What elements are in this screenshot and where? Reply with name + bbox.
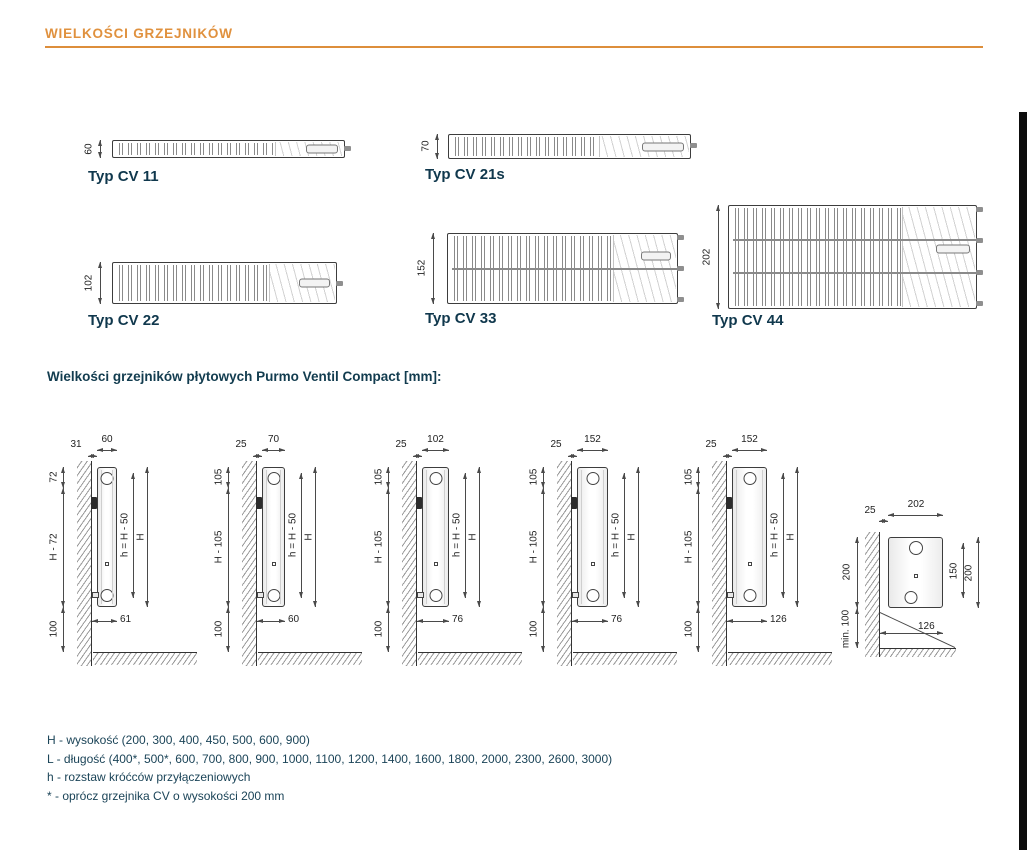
total-height-label: H — [303, 533, 315, 541]
radiator-body — [577, 467, 608, 607]
detail-radiator-body — [888, 537, 943, 608]
wall-gap-dimension — [88, 456, 97, 457]
connector-stub — [976, 301, 983, 306]
valve-housing — [299, 279, 330, 288]
middle-height-label: H - 105 — [683, 530, 695, 564]
legend-line-h-heights: H - wysokość (200, 300, 400, 450, 500, 600, 900) — [47, 733, 310, 747]
radiator-body — [422, 467, 449, 607]
wall-hatch — [557, 461, 572, 666]
type-label-cv11: Typ CV 11 — [88, 168, 159, 185]
total-height-dimension — [315, 467, 316, 607]
bottom-width-label: 60 — [288, 614, 300, 625]
floor-gap-dimension — [543, 607, 544, 652]
drain-plug — [105, 562, 109, 566]
detail-top-width-label: 202 — [907, 499, 925, 510]
connector-stub — [677, 266, 684, 271]
middle-height-dimension — [228, 488, 229, 607]
wall-gap-label: 31 — [70, 439, 82, 450]
connector-stub — [336, 281, 343, 286]
connector-stub — [344, 146, 351, 151]
top-width-label: 70 — [267, 434, 280, 445]
type-label-cv22: Typ CV 22 — [88, 312, 160, 329]
detail-min-floor-gap-label: min. 100 — [840, 609, 852, 649]
pipe-spacing-label: h = H - 50 — [610, 512, 622, 558]
upper-height-label: 105 — [528, 468, 540, 486]
floor-gap-label: 100 — [683, 620, 695, 638]
valve-housing — [641, 252, 671, 261]
wall-gap-dimension — [723, 456, 732, 457]
cross-section-cv33 — [447, 233, 678, 304]
bottom-width-label: 61 — [120, 614, 132, 625]
detail-top-width-dimension — [888, 515, 943, 516]
total-height-dimension — [147, 467, 148, 607]
detail-left-height-label: 200 — [841, 563, 853, 581]
pipe-spacing-label: h = H - 50 — [287, 512, 299, 558]
wall-hatch — [77, 461, 92, 666]
floor-gap-dimension — [388, 607, 389, 652]
bottom-width-dimension — [572, 621, 608, 622]
total-height-label: H — [626, 533, 638, 541]
floor-hatch — [418, 652, 522, 665]
drain-plug — [272, 562, 276, 566]
top-width-label: 152 — [584, 434, 601, 445]
drain-plug — [914, 574, 918, 578]
top-width-dimension — [262, 450, 285, 451]
panel-separator — [452, 268, 683, 270]
connector-stub — [677, 235, 684, 240]
air-vent-icon — [909, 541, 923, 555]
wall-gap-dimension — [253, 456, 262, 457]
wall-hatch — [242, 461, 257, 666]
wall-gap-dimension — [568, 456, 577, 457]
radiator-side-view — [370, 425, 530, 695]
top-width-dimension — [732, 450, 767, 451]
end-cap — [269, 264, 335, 302]
pipe-spacing-label: h = H - 50 — [769, 512, 781, 558]
wall-gap-dimension — [413, 456, 422, 457]
legend-line-asterisk-note: * - oprócz grzejnika CV o wysokości 200 mm — [47, 788, 285, 803]
detail-min-floor-gap-dimension — [857, 608, 858, 648]
wall-gap-label: 25 — [395, 439, 407, 450]
fin-pattern — [455, 137, 598, 156]
middle-height-dimension — [63, 488, 64, 607]
air-vent-icon — [429, 472, 442, 485]
depth-label-cv44: 202 — [701, 248, 713, 266]
connector-stub — [976, 270, 983, 275]
connector-stub — [976, 207, 983, 212]
total-height-label: H — [135, 533, 147, 541]
cross-section-cv21s — [448, 134, 691, 159]
wall-gap-label: 25 — [550, 439, 562, 450]
detail-wall-hatch — [865, 532, 880, 657]
depth-dimension — [718, 205, 719, 309]
valve-icon — [905, 591, 918, 604]
legend — [47, 731, 612, 805]
wall-gap-label: 25 — [705, 439, 717, 450]
detail-right-height-dimension — [978, 537, 979, 608]
detail-wall-gap-label: 25 — [864, 505, 876, 516]
legend-line-pipe-spacing: h - rozstaw króćców przyłączeniowych — [47, 770, 251, 784]
type-label-cv21s: Typ CV 21s — [425, 166, 505, 183]
detail-right-height-label: 200 — [963, 564, 975, 582]
valve-stem — [417, 592, 424, 598]
top-width-dimension — [577, 450, 608, 451]
radiator-body — [732, 467, 767, 607]
bottom-width-label: 126 — [770, 614, 787, 625]
floor-gap-dimension — [698, 607, 699, 652]
wall-gap-label: 25 — [235, 439, 247, 450]
fin-pattern — [119, 143, 275, 155]
type-label-cv33: Typ CV 33 — [425, 310, 497, 327]
detail-left-height-dimension — [857, 537, 858, 608]
bottom-width-dimension — [257, 621, 285, 622]
middle-height-dimension — [698, 488, 699, 607]
valve-housing — [936, 245, 970, 254]
end-cap — [599, 136, 689, 157]
floor-hatch — [258, 652, 362, 665]
total-height-dimension — [479, 467, 480, 607]
middle-height-label: H - 105 — [373, 530, 385, 564]
floor-gap-label: 100 — [373, 620, 385, 638]
total-height-label: H — [467, 533, 479, 541]
fin-pattern — [119, 265, 269, 301]
bottom-width-dimension — [727, 621, 767, 622]
middle-height-dimension — [388, 488, 389, 607]
upper-height-label: 105 — [373, 468, 385, 486]
radiator-side-view — [525, 425, 685, 695]
wall-hatch — [712, 461, 727, 666]
air-vent-icon — [586, 472, 599, 485]
page-title: WIELKOŚCI GRZEJNIKÓW — [45, 26, 233, 41]
type-label-cv44: Typ CV 44 — [712, 312, 784, 329]
floor-hatch — [93, 652, 197, 665]
floor-gap-label: 100 — [213, 620, 225, 638]
depth-dimension — [437, 134, 438, 159]
floor-hatch — [573, 652, 677, 665]
panel-separator — [733, 272, 982, 274]
depth-dimension — [100, 262, 101, 304]
connector-stub — [677, 297, 684, 302]
valve-housing — [306, 145, 338, 154]
upper-height-label: 72 — [48, 471, 60, 483]
section-title: Wielkości grzejników płytowych Purmo Ventil Compact [mm]: — [47, 369, 442, 384]
drain-plug — [591, 562, 595, 566]
upper-height-dimension — [698, 467, 699, 488]
total-height-dimension — [638, 467, 639, 607]
valve-stem — [727, 592, 734, 598]
upper-height-dimension — [228, 467, 229, 488]
header-divider — [45, 46, 983, 48]
connector-stub — [976, 238, 983, 243]
middle-height-label: H - 72 — [48, 533, 60, 561]
drain-plug — [434, 562, 438, 566]
upper-height-dimension — [388, 467, 389, 488]
air-vent-icon — [101, 472, 114, 485]
upper-height-dimension — [63, 467, 64, 488]
pipe-spacing-label: h = H - 50 — [119, 512, 131, 558]
connector-stub — [690, 143, 697, 148]
air-vent-icon — [267, 472, 280, 485]
depth-label-cv22: 102 — [83, 274, 95, 292]
bottom-width-label: 76 — [452, 614, 464, 625]
top-width-label: 102 — [427, 434, 444, 445]
middle-height-label: H - 105 — [528, 530, 540, 564]
depth-dimension — [100, 140, 101, 158]
pipe-spacing-dimension — [624, 473, 625, 598]
valve-stem — [572, 592, 579, 598]
total-height-dimension — [797, 467, 798, 607]
bottom-width-dimension — [417, 621, 449, 622]
detail-bottom-width-dimension — [880, 633, 943, 634]
bottom-width-label: 76 — [611, 614, 623, 625]
valve-stem — [92, 592, 99, 598]
fin-pattern — [735, 208, 902, 306]
end-cap — [275, 142, 343, 156]
radiator-side-view — [680, 425, 840, 695]
depth-label-cv33: 152 — [416, 259, 428, 277]
upper-height-label: 105 — [683, 468, 695, 486]
top-width-dimension — [97, 450, 117, 451]
floor-gap-label: 100 — [528, 620, 540, 638]
cross-section-cv22 — [112, 262, 337, 304]
bottom-width-dimension — [92, 621, 117, 622]
floor-gap-label: 100 — [48, 620, 60, 638]
valve-icon — [429, 589, 442, 602]
depth-dimension — [433, 233, 434, 304]
radiator-body — [262, 467, 285, 607]
scan-edge-artifact — [1019, 112, 1027, 850]
depth-label-cv11: 60 — [83, 143, 95, 155]
radiator-side-view — [210, 425, 370, 695]
middle-height-dimension — [543, 488, 544, 607]
upper-height-label: 105 — [213, 468, 225, 486]
pipe-spacing-dimension — [783, 473, 784, 598]
floor-gap-dimension — [228, 607, 229, 652]
detail-floor-hatch — [880, 648, 956, 657]
pipe-spacing-label: h = H - 50 — [451, 512, 463, 558]
valve-icon — [586, 589, 599, 602]
valve-icon — [101, 589, 114, 602]
end-cap — [902, 207, 975, 307]
top-width-label: 60 — [101, 434, 113, 445]
detail-wall-gap-dimension — [879, 521, 888, 522]
floor-gap-dimension — [63, 607, 64, 652]
middle-height-label: H - 105 — [213, 530, 225, 564]
top-width-label: 152 — [741, 434, 758, 445]
pipe-spacing-dimension — [465, 473, 466, 598]
valve-housing — [642, 142, 684, 151]
floor-hatch — [728, 652, 832, 665]
pipe-spacing-dimension — [301, 473, 302, 598]
cross-section-cv11 — [112, 140, 345, 158]
upper-height-dimension — [543, 467, 544, 488]
depth-label-cv21s: 70 — [420, 140, 432, 152]
top-width-dimension — [422, 450, 449, 451]
total-height-label: H — [785, 533, 797, 541]
detail-bottom-width-label: 126 — [918, 621, 935, 632]
legend-line-l-lengths: L - długość (400*, 500*, 600, 700, 800, 900, 1000, 1100, 1200, 1400, 1600, 1800, 2000, 2300, 2600, 3000) — [47, 751, 613, 766]
radiator-body — [97, 467, 117, 607]
valve-stem — [257, 592, 264, 598]
panel-separator — [733, 239, 982, 241]
radiator-side-view — [45, 425, 205, 695]
detail-pipe-spacing-label: 150 — [948, 562, 960, 580]
valve-icon — [267, 589, 280, 602]
air-vent-icon — [743, 472, 756, 485]
pipe-spacing-dimension — [133, 473, 134, 598]
drain-plug — [748, 562, 752, 566]
wall-hatch — [402, 461, 417, 666]
valve-icon — [743, 589, 756, 602]
cross-section-cv44 — [728, 205, 977, 309]
